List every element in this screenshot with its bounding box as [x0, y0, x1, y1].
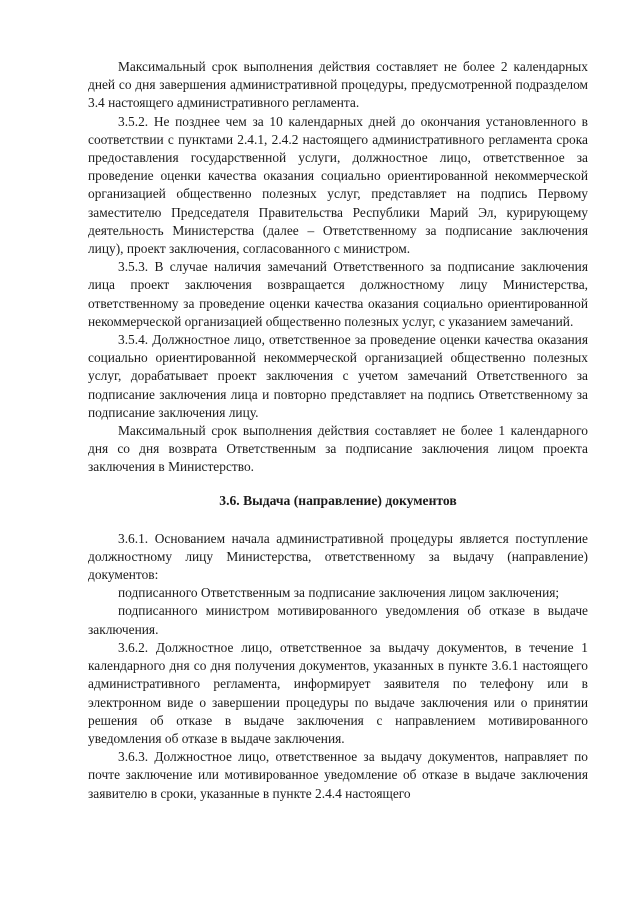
paragraph-3-6-3: 3.6.3. Должностное лицо, ответственное за выдачу документов, направляет по почте заключение или мотивированное уведомление об отказе в выдаче заключения заявителю в сроки, указанные в пункте 2.4.4 настоящего: [88, 749, 588, 801]
paragraph-3-5-2: 3.5.2. Не позднее чем за 10 календарных дней до окончания установленного в соответствии с пунктами 2.4.1, 2.4.2 настоящего административного регламента срока предоставления государственной услуги, должностное лицо, ответственное за проведение оценки качества оказания социально ориентированной некоммерческой организацией общественно полезных услуг, представляет на подпись Первому заместителю Председателя Правительства Республики Марий Эл, курирующему деятельность Министерства (далее – Ответственному за подписание заключения лицу), проект заключения, согласованного с министром.: [88, 113, 588, 257]
list-item-refusal-notice: подписанного министром мотивированного уведомления об отказе в выдаче заключения.: [88, 603, 588, 637]
list-item-signed-conclusion: подписанного Ответственным за подписание заключения лицом заключения;: [118, 585, 560, 601]
paragraph-3-5-4: 3.5.4. Должностное лицо, ответственное за проведение оценки качества оказания социально ориентированной некоммерческой организацией общественно полезных услуг, дорабатывает проект заключения с учетом замечаний Ответственного за подписание заключения лица и повторно представляет на подпись Ответственному за подписание заключения лицу.: [88, 332, 588, 420]
paragraph-3-6-2: 3.6.2. Должностное лицо, ответственное за выдачу документов, в течение 1 календарного дня со дня получения документов, указанных в пункте 3.6.1 настоящего административного регламента, информирует заявителя по телефону или в электронном виде о завершении процедуры по выдаче заключения или о принятии решения об отказе в выдаче заключения с направлением мотивированного уведомления об отказе в выдаче заключения.: [88, 639, 588, 746]
paragraph-max-term-1-day: Максимальный срок выполнения действия составляет не более 1 календарного дня со дня возврата Ответственным за подписание заключения лицом проекта заключения в Министерство.: [88, 423, 588, 475]
paragraph-max-term-2-days: Максимальный срок выполнения действия составляет не более 2 календарных дней со дня завершения административной процедуры, предусмотренной подразделом 3.4 настоящего административного регламента.: [88, 59, 588, 111]
paragraph-3-5-3: 3.5.3. В случае наличия замечаний Ответственного за подписание заключения лица проект заключения возвращается должностному лицу Министерства, ответственному за проведение оценки качества оказания социально ориентированной некоммерческой организацией общественно полезных услуг, с указанием замечаний.: [88, 259, 588, 329]
section-heading-3-6: 3.6. Выдача (направление) документов: [219, 492, 457, 508]
paragraph-3-6-1: 3.6.1. Основанием начала административной процедуры является поступление должностному лицу Министерства, ответственному за выдачу (направление) документов:: [88, 530, 588, 583]
